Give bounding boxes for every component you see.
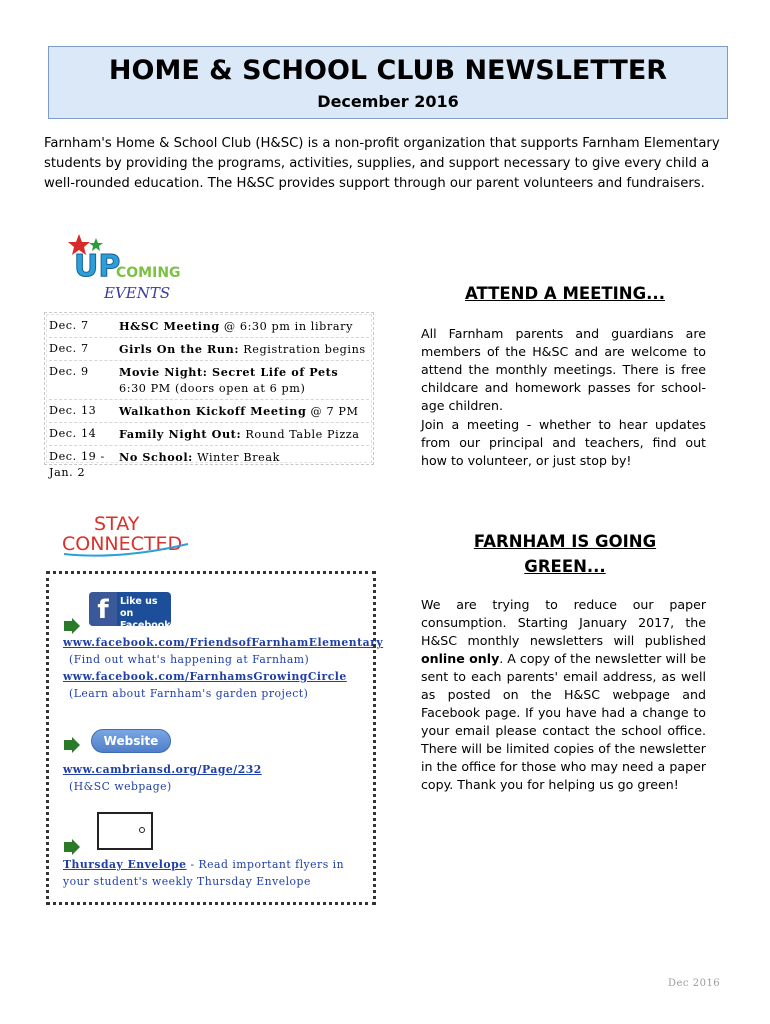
events-table xyxy=(44,312,374,479)
thursday-envelope-text: Thursday Envelope - Read important flyers in your student's weekly Thursday Envelope xyxy=(63,858,345,888)
facebook-link-1[interactable]: www.facebook.com/FriendsofFarnhamElementary xyxy=(63,636,384,649)
attend-paragraph-2: Join a meeting - whether to hear updates from our principal and teachers, find out how to volunteer, or just stop by! xyxy=(421,417,706,468)
stay-connected-logo xyxy=(60,510,190,558)
event-row xyxy=(49,400,369,423)
attend-paragraph-1: All Farnham parents and guardians are members of the H&SC and are welcome to attend the monthly meetings. There is free childcare and homework passes for school-age children. xyxy=(421,326,706,413)
bullet-arrow-icon xyxy=(62,737,82,753)
intro-paragraph: Farnham's Home & School Club (H&SC) is a non-profit organization that supports Farnham Elementary students by providing the programs, activities, supplies, and support necessary to give every child a well-rounded education. The H&SC provides support through our parent volunteers and fundraisers. xyxy=(44,136,720,191)
event-date: Dec. 9 xyxy=(49,365,89,378)
event-row xyxy=(49,423,369,446)
event-date: Dec. 7 xyxy=(49,319,89,332)
event-date: Dec. 19 - Jan. 2 xyxy=(49,450,105,479)
event-description: Girls On the Run: Registration begins xyxy=(119,342,366,356)
event-row xyxy=(49,315,369,338)
event-description: Walkathon Kickoff Meeting @ 7 PM xyxy=(119,404,359,418)
thursday-envelope-title[interactable]: Thursday Envelope xyxy=(63,858,187,871)
facebook-link-2[interactable]: www.facebook.com/FarnhamsGrowingCircle xyxy=(63,670,347,683)
event-date: Dec. 13 xyxy=(49,404,97,417)
attend-heading: ATTEND A MEETING... xyxy=(465,284,665,303)
website-link-line xyxy=(63,761,262,778)
logo-text-stay: STAY xyxy=(94,513,140,535)
logo-text-connected: CONNECTED xyxy=(62,533,183,555)
stay-connected-box xyxy=(46,571,384,905)
page-footer: Dec 2016 xyxy=(668,978,721,989)
event-description: Movie Night: Secret Life of Pets 6:30 PM (doors open at 6 pm) xyxy=(119,365,339,395)
envelope-icon xyxy=(97,812,153,850)
upcoming-events-logo xyxy=(66,230,184,304)
green-paragraph: We are trying to reduce our paper consumption. Starting January 2017, the H&SC monthly newsletters will published online only. A copy of the newsletter will be sent to each parents' email address, as well as posted on the H&SC webpage and Facebook page. If you have had a change to your email please contact the school office. There will be limited copies of the newsletter in the office for those who may need a paper copy. Thank you for helping us go green! xyxy=(421,597,706,792)
facebook-badge-label: Like us on Facebook xyxy=(120,596,171,631)
bullet-arrow-icon xyxy=(62,839,82,855)
logo-text-coming: COMING xyxy=(116,265,181,281)
logo-text-events: EVENTS xyxy=(104,284,171,302)
facebook-note-2: (Learn about Farnham's garden project) xyxy=(69,687,309,700)
website-link[interactable]: www.cambriansd.org/Page/232 xyxy=(63,763,262,776)
event-description: H&SC Meeting @ 6:30 pm in library xyxy=(119,319,353,333)
website-button[interactable]: Website xyxy=(91,729,171,753)
event-row xyxy=(49,446,369,483)
website-note: (H&SC webpage) xyxy=(69,780,172,793)
event-date: Dec. 7 xyxy=(49,342,89,355)
event-row xyxy=(49,361,369,400)
facebook-badge[interactable] xyxy=(89,592,171,631)
event-date: Dec. 14 xyxy=(49,427,97,440)
newsletter-title: HOME & SCHOOL CLUB NEWSLETTER xyxy=(108,55,668,86)
green-heading-line-1: FARNHAM IS GOING xyxy=(473,532,657,551)
envelope-clasp xyxy=(139,827,145,833)
newsletter-header xyxy=(48,46,728,119)
green-heading-line-2: GREEN... xyxy=(524,557,606,576)
newsletter-date: December 2016 xyxy=(317,92,459,111)
event-description: Family Night Out: Round Table Pizza xyxy=(119,427,360,441)
event-description: No School: Winter Break xyxy=(119,450,281,464)
facebook-note-1: (Find out what's happening at Farnham) xyxy=(69,653,310,666)
facebook-icon: f xyxy=(89,592,117,626)
facebook-link-1-line xyxy=(63,634,383,651)
facebook-link-2-line xyxy=(63,668,347,685)
green-heading xyxy=(440,529,690,579)
event-row xyxy=(49,338,369,361)
logo-text-up: UP xyxy=(74,249,121,284)
bullet-arrow-icon xyxy=(62,618,82,634)
